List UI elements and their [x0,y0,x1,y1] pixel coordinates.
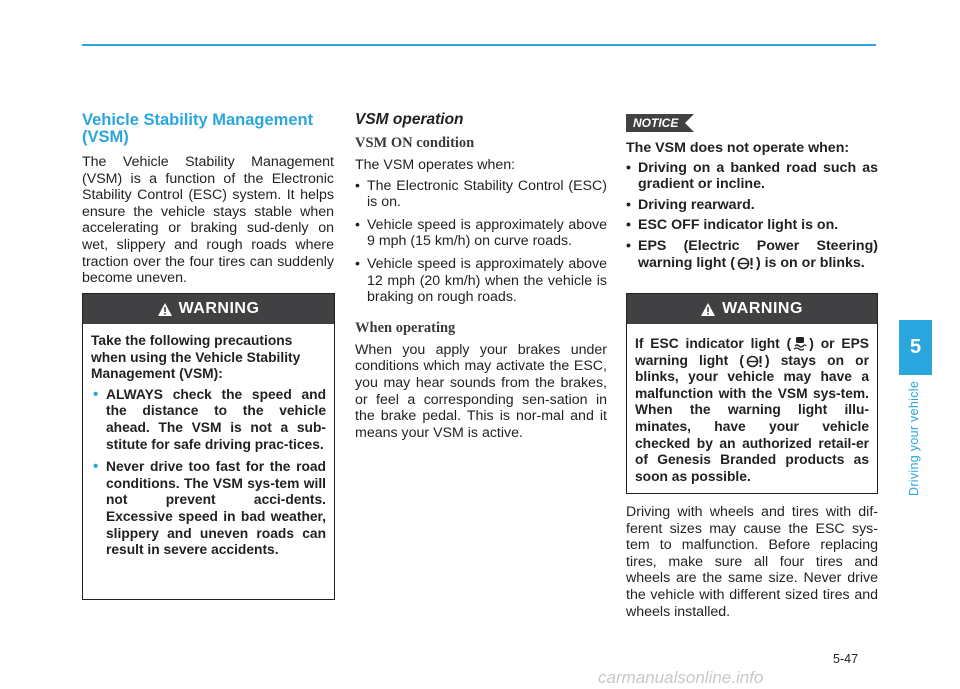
warning-body [83,324,334,573]
list-item: • The Electronic Stability Control (ESC) is on. [355,178,607,211]
on-intro: The VSM operates when: [355,157,516,173]
warning-body [627,324,877,493]
warning-box-esc [626,293,878,494]
steering-warning-icon [746,355,763,368]
warning-intro: Take the following precautions when using the Vehicle Stability Management (VSM): [91,333,301,382]
when-operating-paragraph: When you apply your brakes under conditions which may activate the ESC, you may hear sounds from the brakes, or feel a corresponding sen-sation in the brake pedal. This is nor-mal and it means your VSM is active. [355,341,607,441]
watermark: carmanualsonline.info [598,668,764,687]
steering-warning-icon [737,257,754,270]
warning-label: WARNING [178,300,260,317]
warning-text-part3: ) stays on or blinks, your vehicle may have a malfunction with the VSM sys-tem. When the warning light illu-minates, have your vehicle checked by an authorized retail-er of Genesis Branded products as soon as possible. [635,352,869,484]
section-title: Vehicle Stability Management (VSM) [82,111,314,146]
warning-list [91,387,326,559]
intro-paragraph: The Vehicle Stability Management (VSM) is a function of the Electronic Stability Control (ESC) system. It helps ensure the vehicle stays stable when accelerating or braking sud-denly on wet, slippery and rough roads where traction over the four tires can suddenly become uneven. [82,154,334,287]
subheading-when-operating: When operating [355,319,456,336]
tire-paragraph: Driving with wheels and tires with dif-ferent sizes may cause the ESC sys-tem to malfunction. Before replacing tires, make sure all four tires and wheels are the same size. Never drive the vehicle with different sized tires and wheels installed. [626,504,878,620]
notice-list [626,160,878,272]
column-notice [626,137,878,275]
chapter-label: Driving your vehicle [907,380,921,496]
section-title: VSM operation [355,111,464,128]
list-item: • Never drive too fast for the road conditions. The VSM sys-tem will not prevent acci-dents. Excessive speed in bad weather, slippery and uneven roads can result in severe accidents. [91,459,326,559]
eps-text-end: ) is on or blinks. [755,254,865,271]
warning-header [83,294,334,324]
column-vsm-intro [82,108,334,287]
warning-text-part1: If ESC indicator light ( [635,336,792,351]
esc-indicator-icon [793,336,807,351]
warning-triangle-icon [701,303,715,316]
on-condition-list [355,178,607,306]
eps-text-start: EPS (Electric Power Steering) warning light ( [638,237,878,271]
warning-triangle-icon [158,303,172,316]
warning-box-precautions [82,293,335,600]
list-item: • ALWAYS check the speed and the distance to the vehicle ahead. The VSM is not a sub-stitute for safe driving prac-tices. [91,387,326,453]
list-item-eps [626,238,878,271]
chapter-tab: 5 [899,320,932,375]
notice-badge: NOTICE [626,114,685,132]
list-item: • Driving rearward. [626,197,878,214]
warning-header [627,294,877,324]
warning-label: WARNING [722,300,803,317]
notice-heading: The VSM does not operate when: [626,140,850,156]
warning-text-part2: ) or EPS warning light ( [635,336,869,368]
list-item: • ESC OFF indicator light is on. [626,217,878,234]
list-item: • Vehicle speed is approximately above 12 mph (20 km/h) when the vehicle is braking on rough roads. [355,256,607,306]
column-tire-note [626,504,878,620]
page-number: 5-47 [833,652,859,666]
list-item: • Driving on a banked road such as gradient or incline. [626,160,878,193]
chapter-label-wrapper [905,380,925,500]
subheading-on-condition: VSM ON condition [355,135,475,151]
column-vsm-operation [355,108,607,441]
list-item: • Vehicle speed is approximately above 9 mph (15 km/h) on curve roads. [355,217,607,250]
header-rule [82,44,876,46]
